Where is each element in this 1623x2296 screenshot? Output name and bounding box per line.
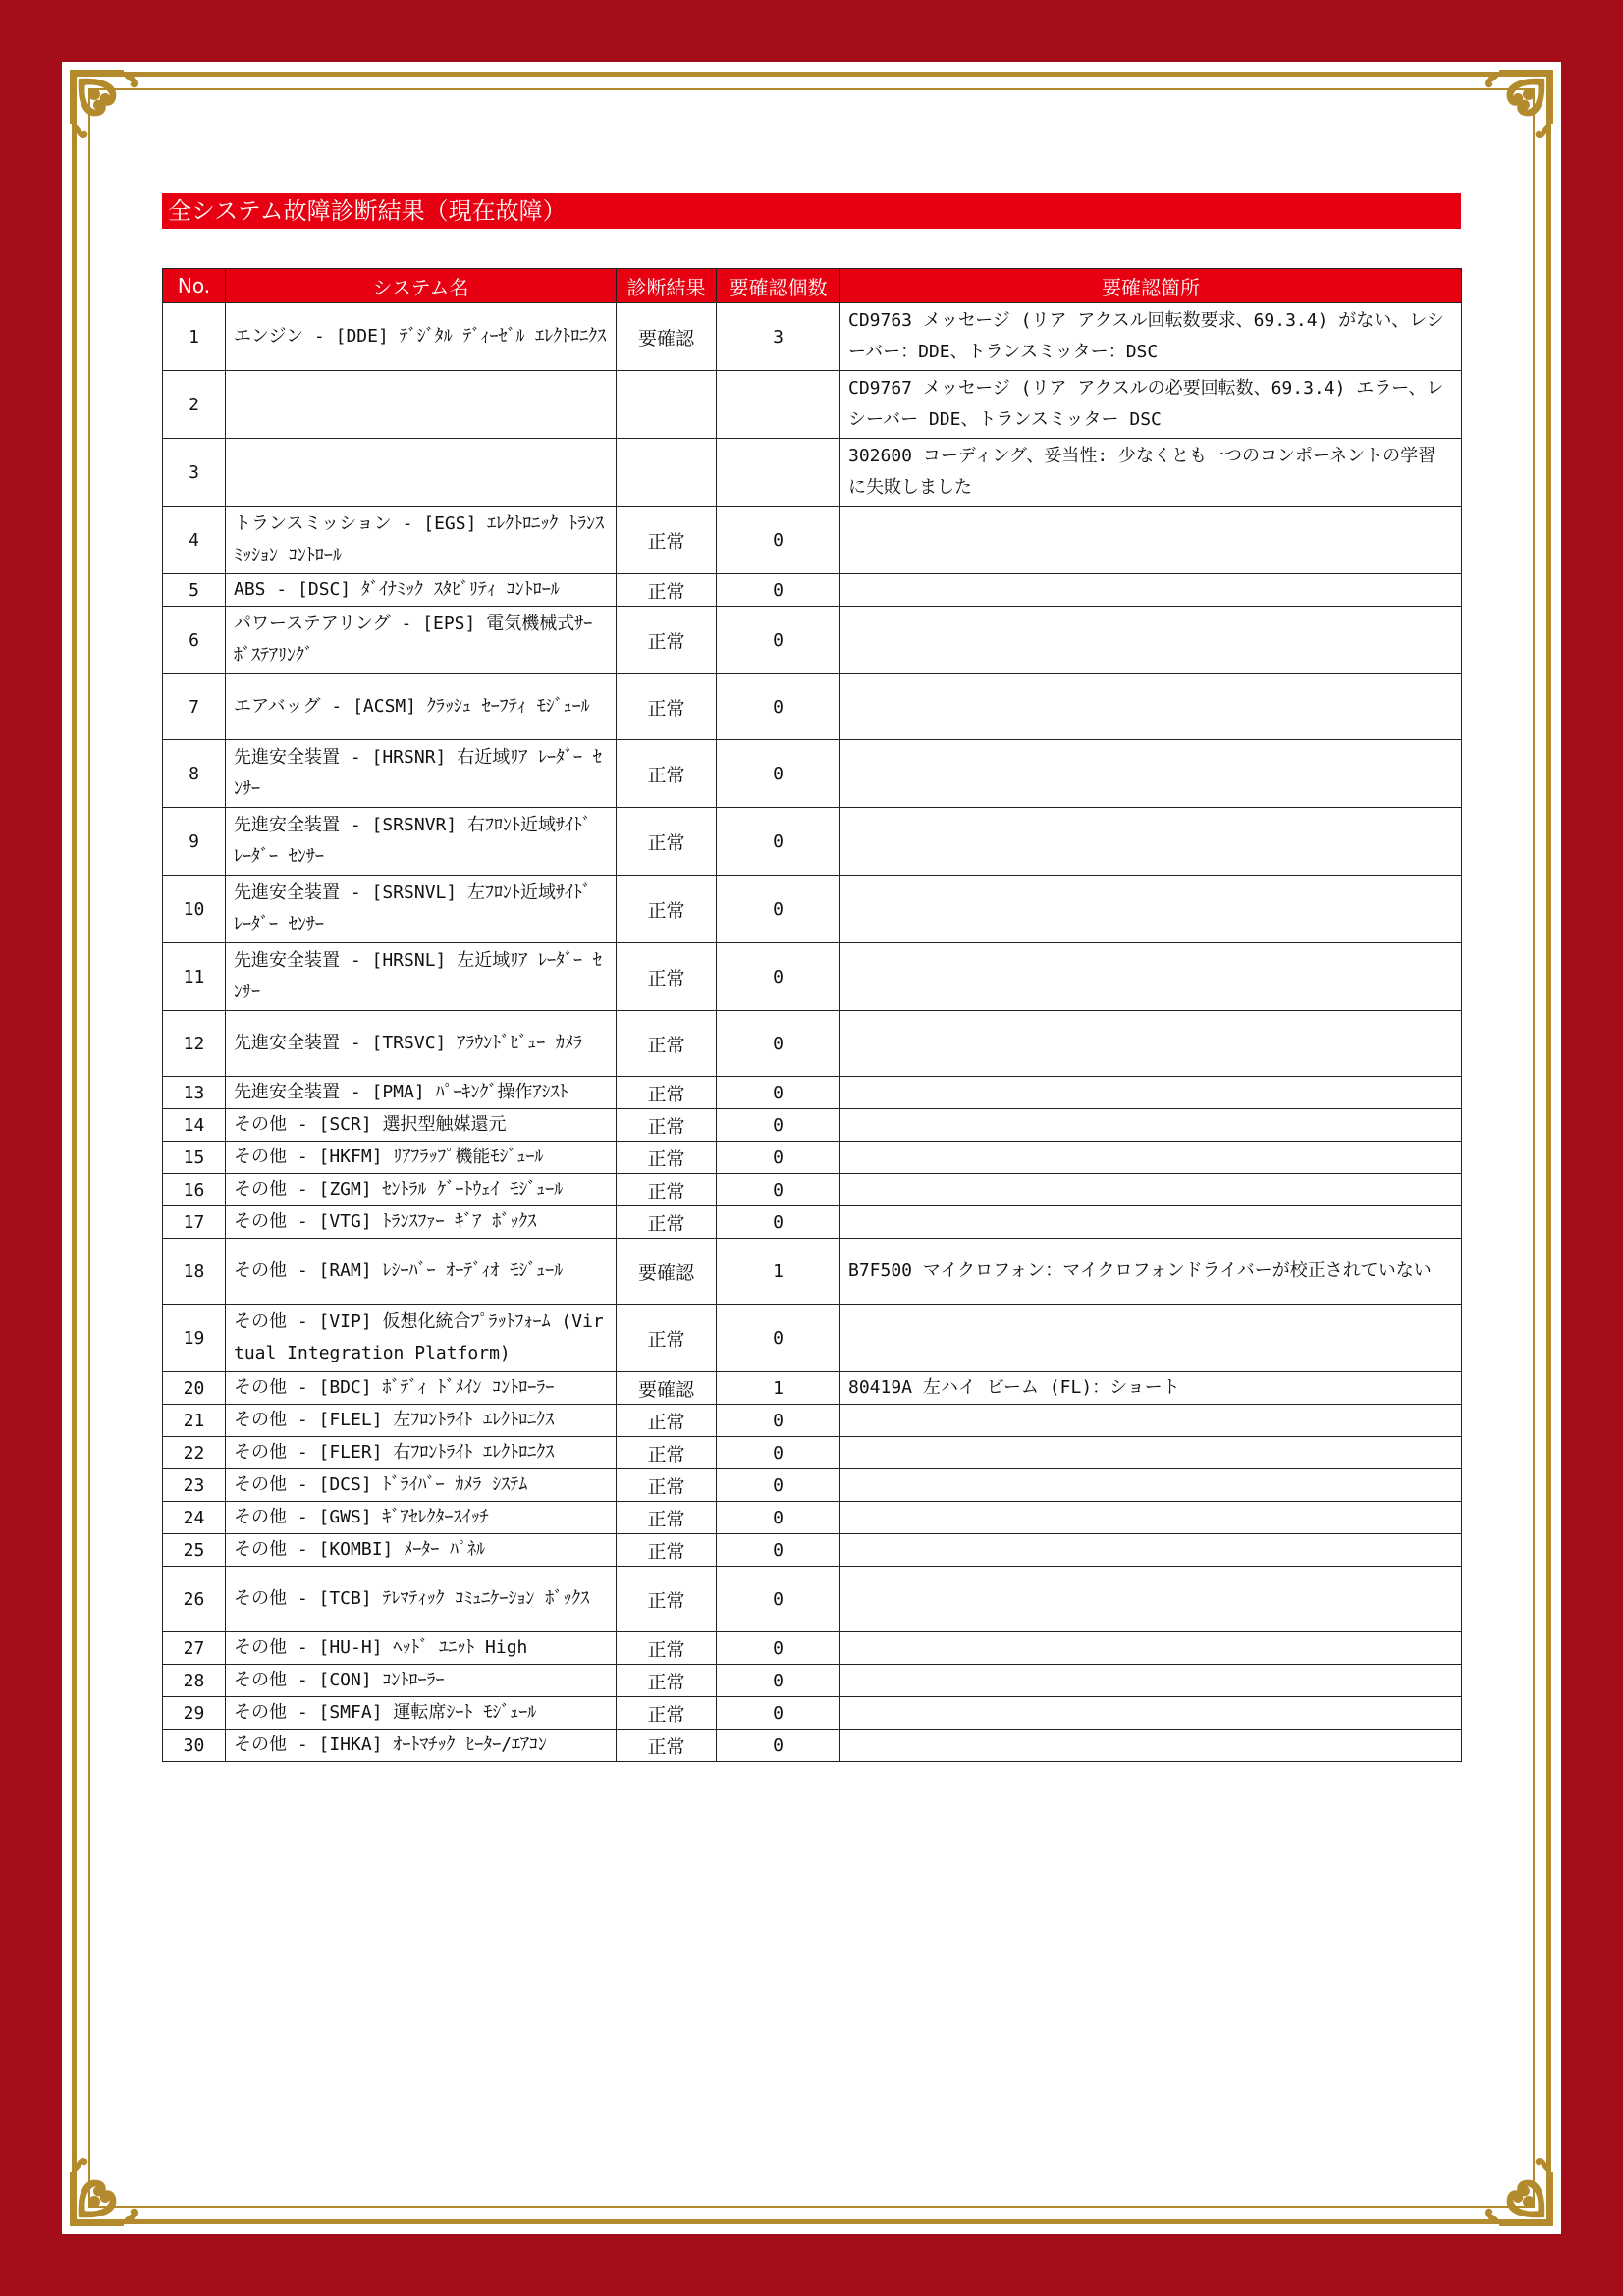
table-row	[163, 1206, 1462, 1239]
table-row	[163, 1372, 1462, 1405]
row-detail	[840, 1567, 1462, 1632]
table-row	[163, 740, 1462, 808]
table-row	[163, 1534, 1462, 1567]
row-no: 16	[163, 1174, 226, 1206]
row-no: 19	[163, 1305, 226, 1372]
row-system-name: その他 - [SCR] 選択型触媒還元	[226, 1109, 617, 1142]
table-row	[163, 303, 1462, 371]
row-no: 14	[163, 1109, 226, 1142]
row-count: 0	[717, 1011, 840, 1077]
row-count	[717, 371, 840, 439]
row-no: 27	[163, 1632, 226, 1665]
row-result: 要確認	[617, 1239, 717, 1305]
row-detail: B7F500 マイクロフォン：マイクロフォンドライバーが校正されていない	[840, 1239, 1462, 1305]
row-result: 正常	[617, 1305, 717, 1372]
row-no: 20	[163, 1372, 226, 1405]
row-no: 13	[163, 1077, 226, 1109]
row-count: 0	[717, 876, 840, 943]
row-result: 正常	[617, 808, 717, 876]
row-count: 0	[717, 1567, 840, 1632]
row-detail	[840, 1206, 1462, 1239]
row-system-name: その他 - [DCS] ﾄﾞﾗｲﾊﾞｰ ｶﾒﾗ ｼｽﾃﾑ	[226, 1469, 617, 1502]
diagnosis-table	[162, 268, 1462, 1762]
row-detail	[840, 1142, 1462, 1174]
row-detail	[840, 1697, 1462, 1730]
row-detail	[840, 1534, 1462, 1567]
row-result: 正常	[617, 1437, 717, 1469]
row-no: 2	[163, 371, 226, 439]
table-header-row	[163, 269, 1462, 303]
row-result: 正常	[617, 1567, 717, 1632]
row-result: 要確認	[617, 303, 717, 371]
row-no: 7	[163, 674, 226, 740]
row-count: 0	[717, 1437, 840, 1469]
row-result: 正常	[617, 740, 717, 808]
row-result	[617, 439, 717, 507]
row-system-name: トランスミッション - [EGS] ｴﾚｸﾄﾛﾆｯｸ ﾄﾗﾝｽﾐｯｼｮﾝ ｺﾝﾄﾛｰﾙ	[226, 507, 617, 574]
row-detail	[840, 1632, 1462, 1665]
row-count: 0	[717, 1109, 840, 1142]
row-result: 正常	[617, 1665, 717, 1697]
row-count: 0	[717, 1469, 840, 1502]
row-system-name: その他 - [HU-H] ﾍｯﾄﾞ ﾕﾆｯﾄ High	[226, 1632, 617, 1665]
row-count: 0	[717, 1142, 840, 1174]
row-count: 0	[717, 1174, 840, 1206]
row-no: 5	[163, 574, 226, 607]
row-no: 1	[163, 303, 226, 371]
table-row	[163, 1469, 1462, 1502]
table-row	[163, 1437, 1462, 1469]
row-system-name: その他 - [GWS] ｷﾞｱｾﾚｸﾀｰｽｲｯﾁ	[226, 1502, 617, 1534]
row-result: 正常	[617, 1077, 717, 1109]
row-count: 0	[717, 1405, 840, 1437]
row-result: 正常	[617, 1109, 717, 1142]
row-count: 0	[717, 607, 840, 674]
ornament-corner-icon	[65, 2123, 173, 2231]
row-result: 正常	[617, 1502, 717, 1534]
row-system-name: その他 - [SMFA] 運転席ｼｰﾄ ﾓｼﾞｭｰﾙ	[226, 1697, 617, 1730]
row-no: 21	[163, 1405, 226, 1437]
row-no: 24	[163, 1502, 226, 1534]
row-system-name: 先進安全装置 - [SRSNVL] 左ﾌﾛﾝﾄ近域ｻｲﾄﾞ ﾚｰﾀﾞｰ ｾﾝｻｰ	[226, 876, 617, 943]
row-no: 30	[163, 1730, 226, 1762]
row-system-name: エアバッグ - [ACSM] ｸﾗｯｼｭ ｾｰﾌﾃｨ ﾓｼﾞｭｰﾙ	[226, 674, 617, 740]
row-system-name: その他 - [HKFM] ﾘｱﾌﾗｯﾌﾟ機能ﾓｼﾞｭｰﾙ	[226, 1142, 617, 1174]
row-result: 正常	[617, 507, 717, 574]
table-row	[163, 1239, 1462, 1305]
row-result: 正常	[617, 607, 717, 674]
row-detail: 302600 コーディング、妥当性: 少なくとも一つのコンポーネントの学習に失敗しました	[840, 439, 1462, 507]
row-no: 12	[163, 1011, 226, 1077]
row-result: 正常	[617, 1534, 717, 1567]
row-no: 10	[163, 876, 226, 943]
row-system-name: その他 - [ZGM] ｾﾝﾄﾗﾙ ｹﾞｰﾄｳｪｲ ﾓｼﾞｭｰﾙ	[226, 1174, 617, 1206]
row-system-name: その他 - [FLER] 右ﾌﾛﾝﾄﾗｲﾄ ｴﾚｸﾄﾛﾆｸｽ	[226, 1437, 617, 1469]
table-row	[163, 674, 1462, 740]
row-count: 0	[717, 1665, 840, 1697]
row-count: 0	[717, 1730, 840, 1762]
row-count: 0	[717, 1534, 840, 1567]
row-no: 29	[163, 1697, 226, 1730]
row-detail	[840, 1405, 1462, 1437]
row-count: 0	[717, 507, 840, 574]
header-detail: 要確認箇所	[840, 269, 1462, 303]
table-row	[163, 1405, 1462, 1437]
row-system-name	[226, 439, 617, 507]
table-row	[163, 876, 1462, 943]
table-row	[163, 1142, 1462, 1174]
row-count: 0	[717, 574, 840, 607]
row-result: 正常	[617, 943, 717, 1011]
row-detail	[840, 1011, 1462, 1077]
row-detail	[840, 1437, 1462, 1469]
row-no: 22	[163, 1437, 226, 1469]
row-result: 正常	[617, 1469, 717, 1502]
row-count: 0	[717, 808, 840, 876]
table-row	[163, 1305, 1462, 1372]
header-no: No.	[163, 269, 226, 303]
row-detail	[840, 1502, 1462, 1534]
table-row	[163, 1109, 1462, 1142]
row-detail	[840, 1469, 1462, 1502]
row-count: 0	[717, 1305, 840, 1372]
table-row	[163, 1697, 1462, 1730]
row-system-name: その他 - [BDC] ﾎﾞﾃﾞｨ ﾄﾞﾒｲﾝ ｺﾝﾄﾛｰﾗｰ	[226, 1372, 617, 1405]
row-system-name: その他 - [FLEL] 左ﾌﾛﾝﾄﾗｲﾄ ｴﾚｸﾄﾛﾆｸｽ	[226, 1405, 617, 1437]
row-result: 正常	[617, 1011, 717, 1077]
row-result	[617, 371, 717, 439]
row-no: 28	[163, 1665, 226, 1697]
row-system-name: 先進安全装置 - [PMA] ﾊﾟｰｷﾝｸﾞ操作ｱｼｽﾄ	[226, 1077, 617, 1109]
row-no: 15	[163, 1142, 226, 1174]
row-count: 0	[717, 1502, 840, 1534]
row-detail	[840, 1077, 1462, 1109]
row-no: 23	[163, 1469, 226, 1502]
ornament-corner-icon	[1450, 65, 1558, 173]
ornament-corner-icon	[65, 65, 173, 173]
row-count: 0	[717, 943, 840, 1011]
row-detail	[840, 507, 1462, 574]
row-detail	[840, 1109, 1462, 1142]
row-result: 正常	[617, 1206, 717, 1239]
row-result: 要確認	[617, 1372, 717, 1405]
table-row	[163, 1567, 1462, 1632]
row-result: 正常	[617, 1697, 717, 1730]
row-count	[717, 439, 840, 507]
row-detail	[840, 674, 1462, 740]
ornament-corner-icon	[1450, 2123, 1558, 2231]
row-count: 3	[717, 303, 840, 371]
row-result: 正常	[617, 1405, 717, 1437]
table-row	[163, 1077, 1462, 1109]
table-row	[163, 808, 1462, 876]
row-result: 正常	[617, 1142, 717, 1174]
row-no: 17	[163, 1206, 226, 1239]
row-detail	[840, 1174, 1462, 1206]
row-result: 正常	[617, 1730, 717, 1762]
row-system-name: その他 - [IHKA] ｵｰﾄﾏﾁｯｸ ﾋｰﾀｰ/ｴｱｺﾝ	[226, 1730, 617, 1762]
row-system-name: 先進安全装置 - [TRSVC] ｱﾗｳﾝﾄﾞﾋﾞｭｰ ｶﾒﾗ	[226, 1011, 617, 1077]
row-detail	[840, 1730, 1462, 1762]
row-system-name: エンジン - [DDE] ﾃﾞｼﾞﾀﾙ ﾃﾞｨｰｾﾞﾙ ｴﾚｸﾄﾛﾆｸｽ	[226, 303, 617, 371]
table-row	[163, 574, 1462, 607]
row-detail	[840, 808, 1462, 876]
row-system-name: その他 - [CON] ｺﾝﾄﾛｰﾗｰ	[226, 1665, 617, 1697]
row-system-name	[226, 371, 617, 439]
row-no: 3	[163, 439, 226, 507]
row-system-name: その他 - [VTG] ﾄﾗﾝｽﾌｧｰ ｷﾞｱ ﾎﾞｯｸｽ	[226, 1206, 617, 1239]
table-row	[163, 371, 1462, 439]
row-no: 8	[163, 740, 226, 808]
row-detail	[840, 876, 1462, 943]
row-system-name: その他 - [RAM] ﾚｼｰﾊﾞｰ ｵｰﾃﾞｨｵ ﾓｼﾞｭｰﾙ	[226, 1239, 617, 1305]
row-system-name: その他 - [TCB] ﾃﾚﾏﾃｨｯｸ ｺﾐｭﾆｹｰｼｮﾝ ﾎﾞｯｸｽ	[226, 1567, 617, 1632]
row-system-name: ABS - [DSC] ﾀﾞｲﾅﾐｯｸ ｽﾀﾋﾞﾘﾃｨ ｺﾝﾄﾛｰﾙ	[226, 574, 617, 607]
header-system: システム名	[226, 269, 617, 303]
table-row	[163, 1502, 1462, 1534]
row-count: 1	[717, 1239, 840, 1305]
row-result: 正常	[617, 1632, 717, 1665]
table-row	[163, 943, 1462, 1011]
table-row	[163, 1632, 1462, 1665]
row-no: 6	[163, 607, 226, 674]
table-row	[163, 1665, 1462, 1697]
row-result: 正常	[617, 674, 717, 740]
row-detail	[840, 740, 1462, 808]
header-count: 要確認個数	[717, 269, 840, 303]
row-detail: CD9763 メッセージ (リア アクスル回転数要求、69.3.4) がない、レシーバー：DDE、トランスミッター：DSC	[840, 303, 1462, 371]
row-count: 0	[717, 1697, 840, 1730]
row-count: 0	[717, 1206, 840, 1239]
row-detail	[840, 574, 1462, 607]
row-detail	[840, 1305, 1462, 1372]
row-count: 1	[717, 1372, 840, 1405]
row-detail	[840, 943, 1462, 1011]
row-no: 9	[163, 808, 226, 876]
row-system-name: その他 - [KOMBI] ﾒｰﾀｰ ﾊﾟﾈﾙ	[226, 1534, 617, 1567]
table-row	[163, 1174, 1462, 1206]
table-row	[163, 1011, 1462, 1077]
table-row	[163, 439, 1462, 507]
table-row	[163, 1730, 1462, 1762]
row-detail	[840, 1665, 1462, 1697]
row-system-name: パワーステアリング - [EPS] 電気機械式ｻｰﾎﾞｽﾃｱﾘﾝｸﾞ	[226, 607, 617, 674]
table-row	[163, 507, 1462, 574]
row-no: 18	[163, 1239, 226, 1305]
row-system-name: その他 - [VIP] 仮想化統合ﾌﾟﾗｯﾄﾌｫｰﾑ (Virtual Integration Platform)	[226, 1305, 617, 1372]
row-no: 4	[163, 507, 226, 574]
row-system-name: 先進安全装置 - [HRSNR] 右近域ﾘｱ ﾚｰﾀﾞｰ ｾﾝｻｰ	[226, 740, 617, 808]
row-count: 0	[717, 1632, 840, 1665]
row-result: 正常	[617, 1174, 717, 1206]
table-row	[163, 607, 1462, 674]
row-no: 25	[163, 1534, 226, 1567]
row-count: 0	[717, 674, 840, 740]
row-system-name: 先進安全装置 - [SRSNVR] 右ﾌﾛﾝﾄ近域ｻｲﾄﾞ ﾚｰﾀﾞｰ ｾﾝｻｰ	[226, 808, 617, 876]
row-no: 26	[163, 1567, 226, 1632]
row-result: 正常	[617, 876, 717, 943]
row-detail	[840, 607, 1462, 674]
row-detail: CD9767 メッセージ (リア アクスルの必要回転数、69.3.4) エラー、レシーバー DDE、トランスミッター DSC	[840, 371, 1462, 439]
row-no: 11	[163, 943, 226, 1011]
header-result: 診断結果	[617, 269, 717, 303]
row-count: 0	[717, 1077, 840, 1109]
row-detail: 80419A 左ハイ ビーム (FL)：ショート	[840, 1372, 1462, 1405]
row-result: 正常	[617, 574, 717, 607]
report-title: 全システム故障診断結果（現在故障）	[162, 193, 1461, 229]
row-count: 0	[717, 740, 840, 808]
row-system-name: 先進安全装置 - [HRSNL] 左近域ﾘｱ ﾚｰﾀﾞｰ ｾﾝｻｰ	[226, 943, 617, 1011]
